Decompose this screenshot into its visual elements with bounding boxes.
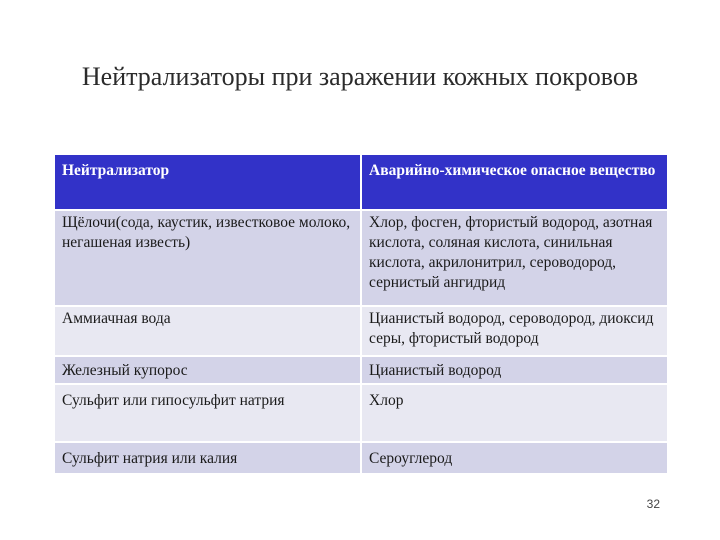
substance-cell: Хлор, фосген, фтористый водород, азотная кислота, соляная кислота, синильная кислота, акрилонитрил, сероводород, сернистый ангидрид bbox=[362, 211, 667, 307]
neutralizer-cell: Сульфит натрия или калия bbox=[55, 443, 362, 475]
neutralizers-table bbox=[55, 155, 667, 475]
neutralizer-cell: Щёлочи(сода, каустик, известковое молоко, негашеная известь) bbox=[55, 211, 362, 307]
neutralizer-cell: Сульфит или гипосульфит натрия bbox=[55, 385, 362, 443]
table-row bbox=[55, 357, 667, 385]
slide-title: Нейтрализаторы при заражении кожных покровов bbox=[81, 62, 639, 91]
substance-cell: Сероуглерод bbox=[362, 443, 667, 475]
header-hazardous-substance: Аварийно-химическое опасное вещество bbox=[362, 155, 667, 211]
substance-cell: Цианистый водород bbox=[362, 357, 667, 385]
table-row bbox=[55, 443, 667, 475]
page-number: 32 bbox=[646, 497, 660, 511]
neutralizer-cell: Аммиачная вода bbox=[55, 307, 362, 357]
substance-cell: Хлор bbox=[362, 385, 667, 443]
substance-cell: Цианистый водород, сероводород, диоксид серы, фтористый водород bbox=[362, 307, 667, 357]
neutralizer-cell: Железный купорос bbox=[55, 357, 362, 385]
table-row bbox=[55, 211, 667, 307]
header-neutralizer: Нейтрализатор bbox=[55, 155, 362, 211]
table-row bbox=[55, 307, 667, 357]
table-header-row bbox=[55, 155, 667, 211]
table-row bbox=[55, 385, 667, 443]
